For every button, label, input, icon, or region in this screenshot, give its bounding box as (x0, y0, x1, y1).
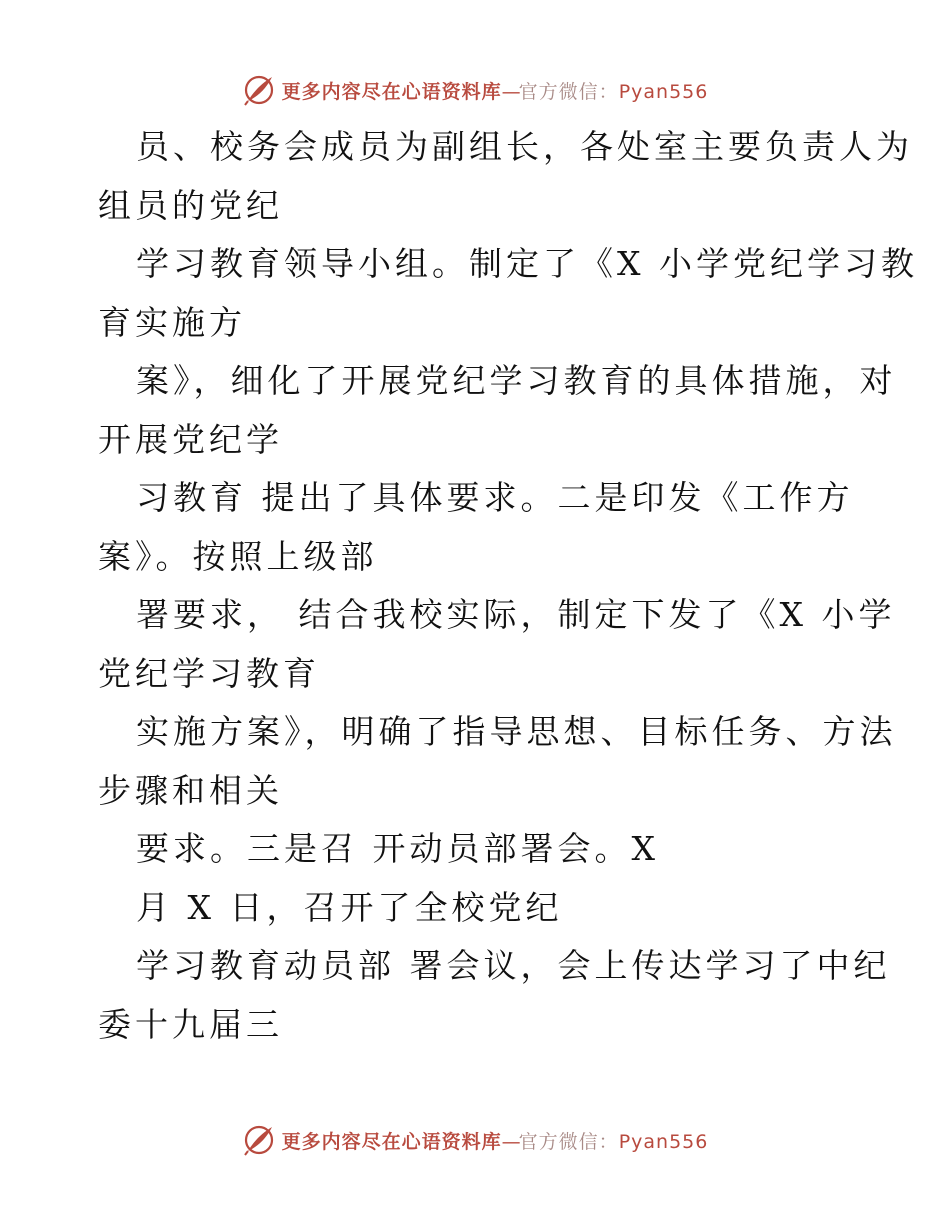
body-line: 月 X 日，召开了全校党纪 (136, 887, 563, 927)
footer-watermark (0, 1120, 950, 1160)
body-line: 步骤和相关 (98, 770, 283, 810)
body-line: 实施方案》，明确了指导思想、目标任务、方法 (136, 712, 897, 751)
header-watermark (0, 70, 950, 110)
body-line: 学习教育领导小组。制定了《X 小学党纪学习教 (136, 244, 918, 283)
watermark-separator: — (501, 1130, 519, 1153)
body-line: 习教育 提出了具体要求。二是印发《工作方 (136, 478, 854, 517)
watermark-official-label: 官方微信： (518, 1130, 619, 1153)
body-line: 案》，细化了开展党纪学习教育的具体措施，对 (136, 361, 897, 400)
body-line: 员、校务会成员为副组长，各处室主要负责人为 (136, 127, 913, 166)
watermark-wechat-id: Pyan556 (618, 1130, 709, 1153)
watermark-text (282, 1127, 709, 1154)
body-line: 育实施方 (98, 302, 246, 342)
watermark-official-label: 官方微信： (518, 80, 619, 103)
watermark-brand: 更多内容尽在心语资料库 (281, 80, 502, 103)
body-line: 党纪学习教育 (98, 653, 320, 693)
body-line: 案》。按照上级部 (98, 536, 378, 576)
watermark-wechat-id: Pyan556 (618, 80, 709, 103)
document-body (98, 118, 918, 1054)
feather-pen-logo-icon (242, 1123, 276, 1157)
body-line: 组员的党纪 (98, 185, 283, 225)
body-line: 署要求， 结合我校实际，制定下发了《X 小学 (136, 595, 896, 634)
body-line: 要求。三是召 开动员部署会。X (136, 829, 659, 868)
body-line: 委十九届三 (98, 1004, 283, 1044)
watermark-separator: — (501, 80, 519, 103)
watermark-brand: 更多内容尽在心语资料库 (281, 1130, 502, 1153)
body-line: 学习教育动员部 署会议，会上传达学习了中纪 (136, 946, 891, 985)
watermark-text (282, 77, 709, 104)
feather-pen-logo-icon (242, 73, 276, 107)
body-line: 开展党纪学 (98, 419, 283, 459)
